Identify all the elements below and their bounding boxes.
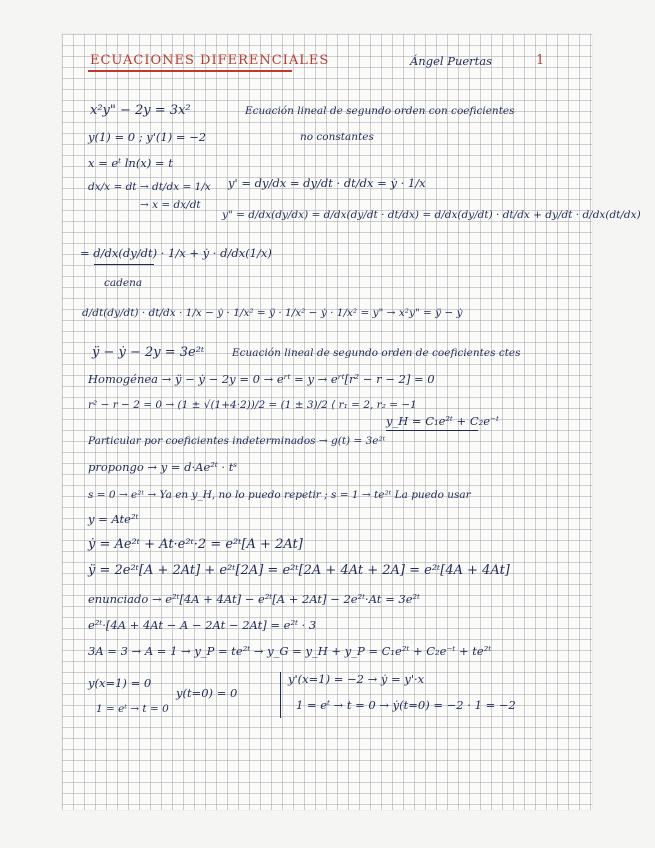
substitution-into-equation: enunciado → e²ᵗ[4A + 4At] − e²ᵗ[A + 2At] − 2e²ᵗ·At = 3e²ᵗ: [88, 592, 420, 606]
page-title: ECUACIONES DIFERENCIALES: [90, 53, 330, 68]
separator-line: [280, 672, 281, 718]
ic-yprime-mapping: 1 = eᵗ → t = 0 → ẏ(t=0) = −2 · 1 = −2: [296, 698, 516, 712]
particular-intro: Particular por coeficientes indeterminados → g(t) = 3e²ᵗ: [88, 435, 386, 447]
transformed-note: Ecuación lineal de segundo orden de coeficientes ctes: [232, 347, 521, 359]
classification-line-1: Ecuación lineal de segundo orden con coeficientes: [245, 105, 515, 117]
initial-conditions: y(1) = 0 ; y'(1) = −2: [88, 130, 207, 144]
dx-relation: dx/x = dt → dt/dx = 1/x: [88, 181, 211, 193]
classification-line-2: no constantes: [300, 131, 374, 143]
general-solution: 3A = 3 → A = 1 → y_P = te²ᵗ → y_G = y_H + y_P = C₁e²ᵗ + C₂e⁻ᵗ + te²ᵗ: [88, 644, 492, 658]
equation: x²y" − 2y = 3x²: [90, 103, 191, 118]
simplification: e²ᵗ·[4A + 4At − A − 2At − 2At] = e²ᵗ · 3: [88, 618, 317, 632]
ic-yprime: y'(x=1) = −2 → ẏ = y'·x: [288, 672, 425, 686]
title-underline: [88, 70, 292, 72]
first-derivative: y' = dy/dx = dy/dt · dt/dx = ẏ · 1/x: [228, 176, 426, 190]
second-time-derivative: ÿ = 2e²ᵗ[A + 2At] + e²ᵗ[2A] = e²ᵗ[2A + 4At + 2A] = e²ᵗ[4A + 4At]: [88, 563, 510, 578]
second-derivative: y" = d/dx(dy/dx) = d/dx(dy/dt · dt/dx) = d/dx(dy/dt) · dt/dx + dy/dt · d/dx(dt/dx): [222, 209, 641, 221]
brace-line: [94, 264, 154, 265]
first-time-derivative: ẏ = Ae²ᵗ + At·e²ᵗ·2 = e²ᵗ[A + 2At]: [88, 537, 303, 552]
chain-result: d/dt(dy/dt) · dt/dx · 1/x − ẏ · 1/x² = ÿ · 1/x² − ẏ · 1/x² = y" → x²y" = ÿ − ẏ: [82, 307, 463, 319]
second-derivative-b: = d/dx(dy/dt) · 1/x + ẏ · d/dx(1/x): [80, 246, 272, 260]
homogeneous-equation: Homogénea → ÿ − ẏ − 2y = 0 → eʳᵗ = y → eʳᵗ[r² − r − 2] = 0: [88, 372, 435, 386]
author-name: Ángel Puertas: [410, 54, 493, 68]
solution-underline: [386, 430, 478, 431]
ic-y-time: y(t=0) = 0: [176, 686, 238, 700]
substitution: x = eᵗ ln(x) = t: [88, 156, 173, 170]
s-choice: s = 0 → e²ᵗ → Ya en y_H, no lo puedo repetir ; s = 1 → te²ᵗ La puedo usar: [88, 489, 471, 501]
proposal: propongo → y = d·Ae²ᵗ · tˢ: [88, 460, 238, 474]
chain-rule-label: cadena: [104, 277, 143, 289]
ic-y: y(x=1) = 0: [88, 676, 152, 690]
particular-form: y = Ate²ᵗ: [88, 512, 139, 526]
dt-relation: → x = dx/dt: [140, 199, 201, 211]
ic-y-mapping: 1 = eᵗ → t = 0: [96, 703, 169, 715]
notebook-page: [62, 34, 592, 810]
transformed-equation: ÿ − ẏ − 2y = 3e²ᵗ: [92, 345, 205, 360]
page-number: 1: [536, 53, 546, 68]
homogeneous-solution: y_H = C₁e²ᵗ + C₂e⁻ᵗ: [386, 414, 499, 428]
characteristic-roots: r² − r − 2 = 0 → (1 ± √(1+4·2))/2 = (1 ± 3)/2 ⟨ r₁ = 2, r₂ = −1: [88, 399, 417, 411]
